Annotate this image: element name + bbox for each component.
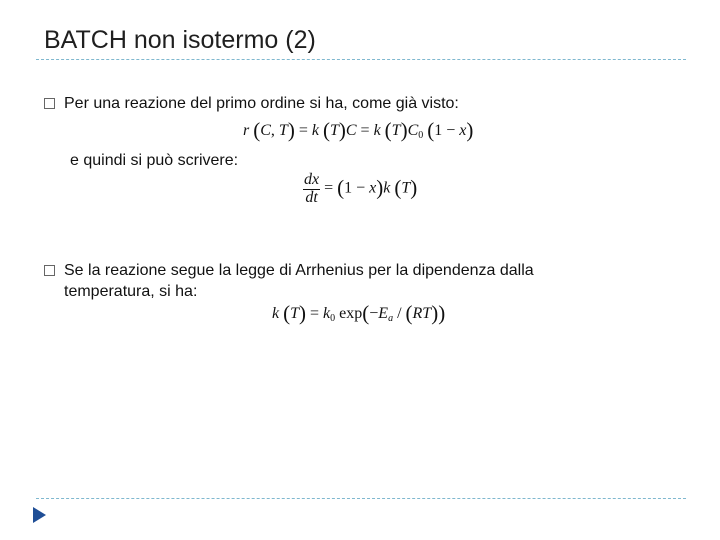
equation-dxdt: $\frac{dx}{dt}$ = (1 − x)k (T): [304, 171, 418, 206]
equation-arrhenius: k $(T) = k_0$ $\exp(-E_a / (RT))$: [272, 301, 446, 325]
bullet-2-marker: [44, 265, 55, 276]
continuation-text: e quindi si può scrivere:: [70, 152, 239, 169]
bullet-2-text-line-1: Se la reazione segue la legge di Arrhenius per la dipendenza dalla: [64, 262, 534, 279]
equation-rate: r (C, T) = k (T)C = k $(T)C_0$ (1 − x): [243, 118, 474, 142]
title-divider: [36, 59, 686, 60]
footer-divider: [36, 498, 686, 499]
bullet-2-text-line-2: temperatura, si ha:: [64, 283, 198, 300]
next-slide-arrow-icon[interactable]: [33, 507, 46, 523]
bullet-1-marker: [44, 98, 55, 109]
bullet-1-text: Per una reazione del primo ordine si ha, come già visto:: [64, 95, 459, 112]
slide-title: BATCH non isotermo (2): [44, 26, 316, 54]
